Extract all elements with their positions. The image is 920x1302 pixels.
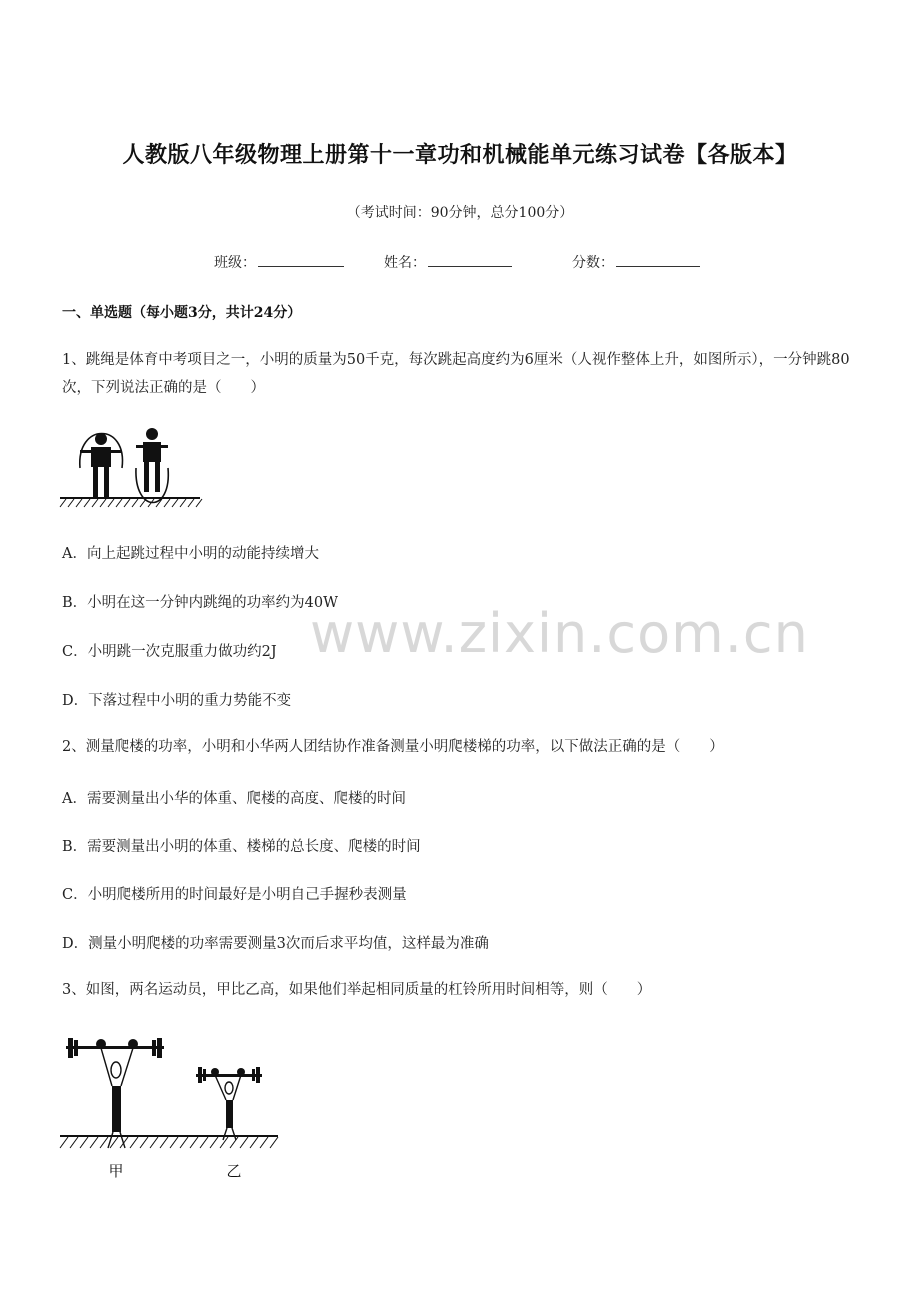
score-blank[interactable]: [616, 252, 700, 267]
name-label: 姓名：: [384, 255, 426, 271]
jump-rope-figure: [58, 428, 204, 512]
section-heading: 一、单选题（每小题3分，共计24分）: [62, 305, 302, 321]
q1-option-a: A．向上起跳过程中小明的动能持续增大: [62, 546, 319, 562]
exam-info: （考试时间：90分钟，总分100分）: [346, 205, 574, 221]
weightlifters-figure: [58, 1030, 280, 1186]
q2-option-b: B．需要测量出小明的体重、楼梯的总长度、爬楼的时间: [62, 839, 421, 855]
label-yi: 乙: [226, 1162, 242, 1180]
class-field: [214, 252, 344, 272]
q2-option-d: D．测量小明爬楼的功率需要测量3次而后求平均值，这样最为准确: [62, 936, 489, 952]
label-jia: 甲: [108, 1162, 124, 1180]
score-label: 分数：: [572, 255, 614, 271]
name-field: [384, 252, 512, 272]
q1-option-d: D．下落过程中小明的重力势能不变: [62, 693, 292, 709]
q1-option-c: C．小明跳一次克服重力做功约2J: [62, 644, 277, 660]
page-title: 人教版八年级物理上册第十一章功和机械能单元练习试卷【各版本】: [122, 143, 798, 168]
score-field: [572, 252, 700, 272]
name-blank[interactable]: [428, 252, 512, 267]
q2-option-a: A．需要测量出小华的体重、爬楼的高度、爬楼的时间: [62, 791, 406, 807]
question-1-text: 1、跳绳是体育中考项目之一，小明的质量为50千克，每次跳起高度约为6厘米（人视作整体上升，如图所示），一分钟跳80次，下列说法正确的是（ ）: [62, 352, 850, 396]
watermark: www.zixin.com.cn: [310, 602, 809, 665]
class-blank[interactable]: [258, 252, 344, 267]
q1-option-b: B．小明在这一分钟内跳绳的功率约为40W: [62, 595, 339, 611]
q2-option-c: C．小明爬楼所用的时间最好是小明自己手握秒表测量: [62, 887, 407, 903]
question-2-text: 2、测量爬楼的功率，小明和小华两人团结协作准备测量小明爬楼梯的功率，以下做法正确的是（ ）: [62, 739, 724, 755]
question-3-text: 3、如图，两名运动员，甲比乙高，如果他们举起相同质量的杠铃所用时间相等，则（ ）: [62, 982, 652, 998]
class-label: 班级：: [214, 255, 256, 271]
